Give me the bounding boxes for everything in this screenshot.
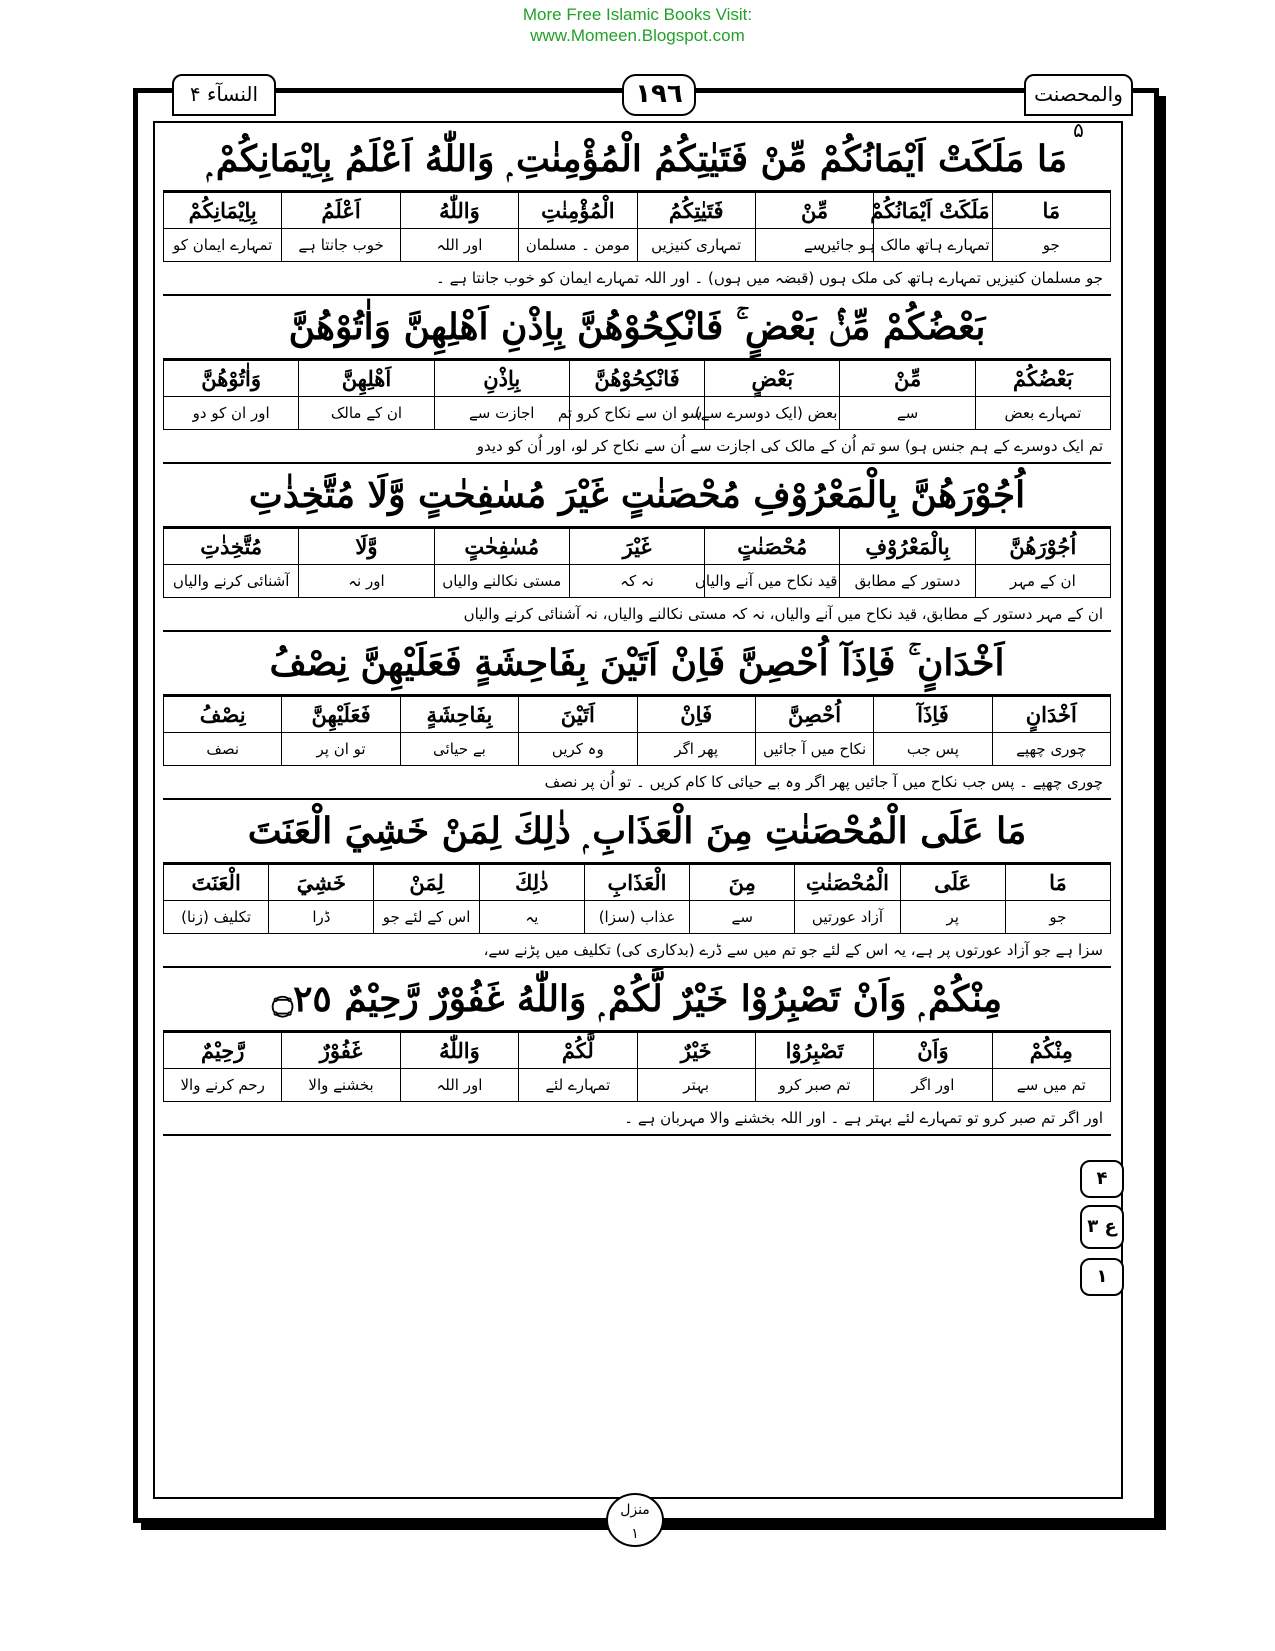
word-by-word-table (163, 696, 1111, 766)
word-meaning: آشنائی کرنے والیاں (164, 565, 299, 598)
word-meaning: سو ان سے نکاح کرو تم (569, 397, 704, 430)
word-meaning: اور ان کو دو (164, 397, 299, 430)
arabic-word: رَّحِيْمٌ (164, 1033, 282, 1069)
arabic-word: الْمُحْصَنٰتِ (795, 865, 900, 901)
arabic-word: مُتَّخِذٰتِ (164, 529, 299, 565)
word-meaning: جو (992, 229, 1110, 262)
translation-line: اور اگر تم صبر کرو تو تمہارے لئے بہتر ہے ۔ اور اللہ بخشنے والا مہربان ہے ۔ (163, 1102, 1111, 1136)
word-meaning: اور اللہ (400, 1069, 518, 1102)
arabic-word: غَفُوْرٌ (282, 1033, 400, 1069)
verse-line: مَا عَلَى الْمُحْصَنٰتِ مِنَ الْعَذَابِ ۭ ذٰلِكَ لِمَنْ خَشِيَ الْعَنَتَ (163, 800, 1111, 864)
word-meaning: پر (900, 901, 1005, 934)
arabic-word: اُجُوْرَهُنَّ (975, 529, 1110, 565)
word-meaning: بخشنے والا (282, 1069, 400, 1102)
page-number: ١٩٦ (622, 74, 696, 116)
word-meaning: ڈرا (269, 901, 374, 934)
arabic-word: مُحْصَنٰتٍ (705, 529, 840, 565)
word-meaning: جو (1005, 901, 1110, 934)
word-meaning: تمہارے لئے (519, 1069, 637, 1102)
verse-line: اَخْدَانٍ ۚ فَاِذَآ اُحْصِنَّ فَاِنْ اَتَيْنَ بِفَاحِشَةٍ فَعَلَيْهِنَّ نِصْفُ (163, 632, 1111, 696)
arabic-word: وَّلَا (299, 529, 434, 565)
watermark-line1: More Free Islamic Books Visit: (522, 5, 753, 24)
word-by-word-table (163, 864, 1111, 934)
ruku-mark-top: ۴ (1080, 1160, 1124, 1198)
arabic-word: الْمُؤْمِنٰتِ (519, 193, 637, 229)
watermark (0, 4, 1275, 46)
word-meaning: سے (840, 397, 975, 430)
verse-line: اُجُوْرَهُنَّ بِالْمَعْرُوْفِ مُحْصَنٰتٍ غَيْرَ مُسٰفِحٰتٍ وَّلَا مُتَّخِذٰتِ (163, 464, 1111, 528)
translation-line: سزا ہے جو آزاد عورتوں پر ہے، یہ اس کے لئے جو تم میں سے ڈرے (بدکاری کی) تکلیف میں پڑنے سے، (163, 934, 1111, 968)
arabic-word: اَتَيْنَ (519, 697, 637, 733)
word-meaning: رحم کرنے والا (164, 1069, 282, 1102)
manzil-number: ۱ (631, 1526, 639, 1542)
arabic-word: تَصْبِرُوْا (755, 1033, 873, 1069)
word-meaning: نصف (164, 733, 282, 766)
arabic-word: لِمَنْ (374, 865, 479, 901)
word-meaning: مومن ۔ مسلمان (519, 229, 637, 262)
word-meaning: سے (690, 901, 795, 934)
arabic-word: فَتَيٰتِكُمُ (637, 193, 755, 229)
arabic-word: مَا (1005, 865, 1110, 901)
word-meaning: قید نکاح میں آنے والیاں (705, 565, 840, 598)
para-name: والمحصنت ۵ (1024, 74, 1133, 116)
word-meaning: تمہارے ایمان کو (164, 229, 282, 262)
word-meaning: دستور کے مطابق (840, 565, 975, 598)
arabic-word: الْعَنَتَ (164, 865, 269, 901)
arabic-word: عَلَى (900, 865, 1005, 901)
word-meaning: تکلیف (زنا) (164, 901, 269, 934)
urdu-meanings-row (164, 733, 1111, 766)
word-meaning: یہ (479, 901, 584, 934)
manzil-badge (606, 1493, 664, 1547)
word-meaning: خوب جانتا ہے (282, 229, 400, 262)
arabic-words-row (164, 361, 1111, 397)
arabic-word: بَعْضٍ (705, 361, 840, 397)
word-meaning: تم صبر کرو (755, 1069, 873, 1102)
urdu-meanings-row (164, 901, 1111, 934)
word-meaning: اور اللہ (400, 229, 518, 262)
arabic-word: فَانْكِحُوْهُنَّ (569, 361, 704, 397)
urdu-meanings-row (164, 565, 1111, 598)
arabic-word: لَّكُمْ (519, 1033, 637, 1069)
watermark-line2: www.Momeen.Blogspot.com (530, 26, 745, 45)
word-meaning: بے حیائی (400, 733, 518, 766)
arabic-word: فَاِذَآ (874, 697, 992, 733)
word-meaning: وہ کریں (519, 733, 637, 766)
translation-line: چوری چھپے ۔ پس جب نکاح میں آ جائیں پھر اگر وہ بے حیائی کا کام کریں ۔ تو اُن پر نصف (163, 766, 1111, 800)
verse-line: بَعْضُكُمْ مِّنْۢ بَعْضٍ ۚ فَانْكِحُوْهُنَّ بِاِذْنِ اَهْلِهِنَّ وَاٰتُوْهُنَّ (163, 296, 1111, 360)
arabic-word: ذٰلِكَ (479, 865, 584, 901)
arabic-word: الْعَذَابِ (584, 865, 689, 901)
urdu-meanings-row (164, 229, 1111, 262)
word-meaning: سے (755, 229, 873, 262)
word-meaning: بعض (ایک دوسرے سے) (705, 397, 840, 430)
arabic-word: وَاللّٰهُ (400, 193, 518, 229)
arabic-word: بَعْضُكُمْ (975, 361, 1110, 397)
translation-line: تم ایک دوسرے کے ہم جنس ہو) سو تم اُن کے مالک کی اجازت سے اُن سے نکاح کر لو، اور اُن کو دیدو (163, 430, 1111, 464)
arabic-words-row (164, 697, 1111, 733)
arabic-word: خَشِيَ (269, 865, 374, 901)
arabic-word: بِاِيْمَانِكُمْ (164, 193, 282, 229)
arabic-word: وَاللّٰهُ (400, 1033, 518, 1069)
word-meaning: تمہاری کنیزیں (637, 229, 755, 262)
word-by-word-table (163, 1032, 1111, 1102)
word-meaning: تو ان پر (282, 733, 400, 766)
word-meaning: تمہارے بعض (975, 397, 1110, 430)
arabic-words-row (164, 193, 1111, 229)
arabic-word: اَعْلَمُ (282, 193, 400, 229)
surah-name: النسآء ۴ (172, 74, 276, 116)
arabic-word: مَا (992, 193, 1110, 229)
arabic-words-row (164, 529, 1111, 565)
arabic-words-row (164, 1033, 1111, 1069)
arabic-word: نِصْفُ (164, 697, 282, 733)
word-meaning: اجازت سے (434, 397, 569, 430)
word-meaning: تمہارے ہاتھ مالک ہو جائیں (874, 229, 992, 262)
word-meaning: پھر اگر (637, 733, 755, 766)
arabic-word: مَلَكَتْ اَيْمَانُكُمْ (874, 193, 992, 229)
arabic-word: بِفَاحِشَةٍ (400, 697, 518, 733)
word-meaning: پس جب (874, 733, 992, 766)
word-meaning: آزاد عورتیں (795, 901, 900, 934)
word-meaning: مستی نکالنے والیاں (434, 565, 569, 598)
word-meaning: اور اگر (874, 1069, 992, 1102)
word-by-word-table (163, 360, 1111, 430)
arabic-word: اَهْلِهِنَّ (299, 361, 434, 397)
arabic-word: مُسٰفِحٰتٍ (434, 529, 569, 565)
arabic-word: مِّنْ (755, 193, 873, 229)
verse-line: مَا مَلَكَتْ اَيْمَانُكُمْ مِّنْ فَتَيٰتِكُمُ الْمُؤْمِنٰتِ ۭ وَاللّٰهُ اَعْلَمُ بِاِيْمَانِكُمْ ۭ (163, 128, 1111, 192)
ruku-mark-middle: ع ۳ (1080, 1205, 1124, 1249)
arabic-word: مِّنْ (840, 361, 975, 397)
arabic-words-row (164, 865, 1111, 901)
urdu-meanings-row (164, 397, 1111, 430)
translation-line: جو مسلمان کنیزیں تمہارے ہاتھ کی ملک ہوں (قبضہ میں ہوں) ۔ اور اللہ تمہارے ایمان کو خوب جانتا ہے ۔ (163, 262, 1111, 296)
word-meaning: نکاح میں آ جائیں (755, 733, 873, 766)
arabic-word: خَيْرٌ (637, 1033, 755, 1069)
arabic-word: مِنَ (690, 865, 795, 901)
translation-line: ان کے مہر دستور کے مطابق، قید نکاح میں آنے والیاں، نہ کہ مستی نکالنے والیاں، نہ آشنائی کرنے والیاں (163, 598, 1111, 632)
arabic-word: وَاٰتُوْهُنَّ (164, 361, 299, 397)
word-meaning: عذاب (سزا) (584, 901, 689, 934)
word-meaning: اس کے لئے جو (374, 901, 479, 934)
word-meaning: ان کے مالک (299, 397, 434, 430)
word-meaning: ان کے مہر (975, 565, 1110, 598)
verse-line: مِنْكُمْ ۭ وَاَنْ تَصْبِرُوْا خَيْرٌ لَّكُمْ ۭ وَاللّٰهُ غَفُوْرٌ رَّحِيْمٌ ۝٢٥ (163, 968, 1111, 1032)
word-meaning: نہ کہ (569, 565, 704, 598)
arabic-word: غَيْرَ (569, 529, 704, 565)
quran-content (163, 128, 1111, 1136)
word-meaning: اور نہ (299, 565, 434, 598)
arabic-word: فَاِنْ (637, 697, 755, 733)
manzil-label: منزل (620, 1502, 650, 1518)
arabic-word: اَخْدَانٍ (992, 697, 1110, 733)
arabic-word: مِنْكُمْ (992, 1033, 1110, 1069)
arabic-word: اُحْصِنَّ (755, 697, 873, 733)
word-meaning: بہتر (637, 1069, 755, 1102)
urdu-meanings-row (164, 1069, 1111, 1102)
arabic-word: بِالْمَعْرُوْفِ (840, 529, 975, 565)
word-meaning: تم میں سے (992, 1069, 1110, 1102)
arabic-word: وَاَنْ (874, 1033, 992, 1069)
arabic-word: فَعَلَيْهِنَّ (282, 697, 400, 733)
word-by-word-table (163, 192, 1111, 262)
arabic-word: بِاِذْنِ (434, 361, 569, 397)
ruku-mark-bottom: ۱ (1080, 1258, 1124, 1296)
word-meaning: چوری چھپے (992, 733, 1110, 766)
word-by-word-table (163, 528, 1111, 598)
